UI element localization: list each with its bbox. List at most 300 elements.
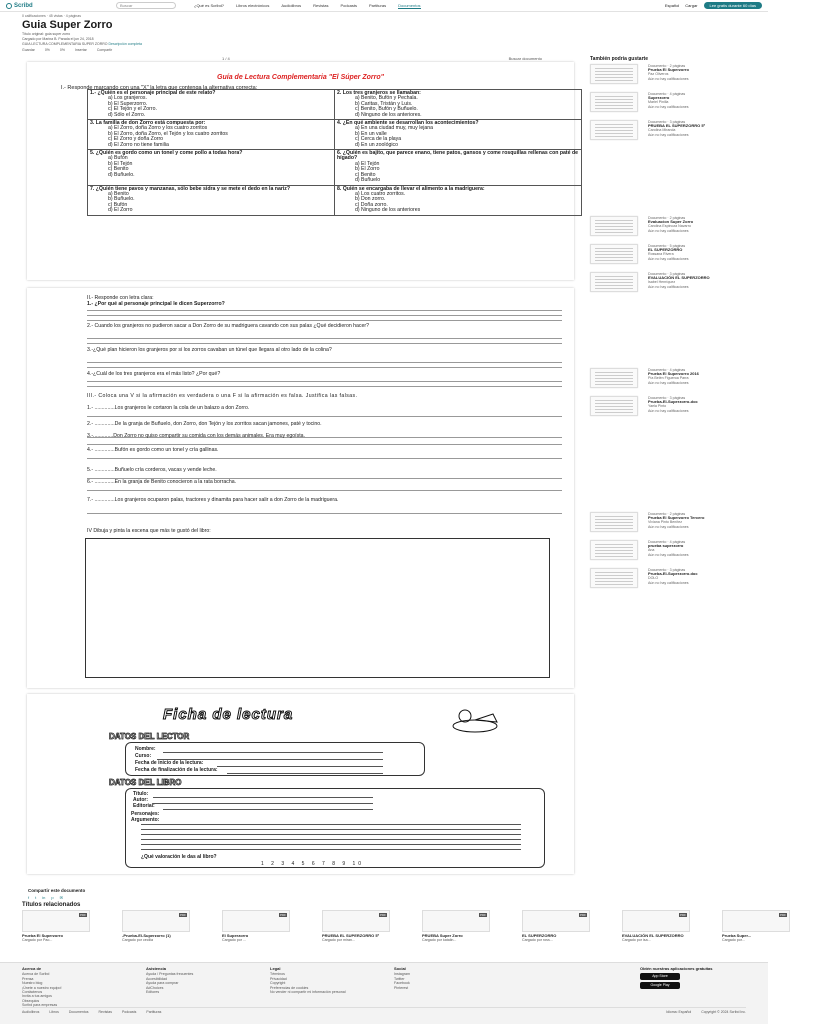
footer-column-heading: Asistencia [146,966,167,971]
doc-info [648,568,758,585]
questions-table [87,89,582,216]
doc-info [648,216,758,233]
doc-title[interactable]: Evaluacion Super Zorro [648,219,694,225]
copyright: Copyright © 2024 Scribd Inc. [701,1010,746,1014]
pdf-badge: PDF [80,913,86,917]
footer-link[interactable]: Contáctenos [22,990,43,995]
doc-author: Paz Oliveros [648,72,669,77]
doc-thumbnail[interactable] [590,64,638,84]
plot-line [141,829,521,830]
footer-link[interactable]: Privacidad [270,976,287,981]
pdf-badge: PDF [180,913,186,917]
recommended-doc[interactable] [590,368,760,390]
doc-rating: Aún no hay calificaciones [648,284,689,289]
question-row [88,90,582,120]
answer-option[interactable]: d) Buñuelo. [108,171,135,178]
related-card[interactable] [322,910,414,954]
question-row [88,150,582,185]
doc-info [648,120,758,137]
question-text: 8. Quién se encargaba de llevar el alimento a la madriguera: [337,185,485,192]
related-thumbnail[interactable] [422,910,490,932]
answer-option[interactable]: c) Doña zorro. [355,201,388,208]
recommended-doc[interactable] [590,64,760,86]
question-text: 5. ¿Quién es gordo como un tonel y come pollo a todas hora? [90,150,243,157]
doc-type: Documento · 2 páginas [648,512,686,516]
question-2: 2.- Cuando los granjeros no pudieron sacar a Don Zorro de su madriguera cavando con sus palas ¿Qué decidieron hacer? [87,323,370,329]
plot-line [141,844,521,845]
related-info [722,934,792,942]
doc-rating: Aún no hay calificaciones [648,228,689,233]
author-line [153,803,373,804]
doc-rating: Aún no hay calificaciones [648,76,689,81]
pinterest-icon[interactable]: p [51,895,54,900]
recommended-doc[interactable] [590,396,760,418]
document-page-1 [27,62,579,280]
footer-bottom-link[interactable]: Revistas [98,1010,112,1014]
google-play-button[interactable]: Google Play [640,982,680,989]
answer-option[interactable]: b) El Superzorro. [108,100,148,107]
question-cell [88,150,335,185]
scribd-logo-icon [6,3,12,9]
footer-link[interactable]: No vender ni compartir mi información personal [270,990,346,995]
doc-info [648,244,758,261]
twitter-icon[interactable]: t [35,895,37,900]
linkedin-icon[interactable]: in [42,895,46,900]
justification-line [87,509,562,514]
plot-line [141,839,521,840]
question-text: 4. ¿En qué ambiente se desarrollan los acontecimientos? [337,120,479,127]
answer-option[interactable]: a) Los granjeros. [108,95,147,102]
doc-title[interactable]: Prueba El Superzorro Tercero [648,515,705,521]
footer-column-heading: Acerca de [22,966,42,971]
document-action[interactable]: 0% [59,48,65,52]
doc-type: Documento · 3 páginas [648,396,686,400]
footer-link[interactable]: Términos [270,972,285,977]
true-false-item: 3.-..............Don Zorro no quiso compartir su comida con los demás animales. Era muy egoísta. [87,433,305,439]
answer-option[interactable]: b) En un valle [355,130,387,137]
answer-lines [87,334,562,344]
doc-author: Yaela Pinto [648,404,667,409]
main-nav [194,3,421,9]
page-title: Guia Super Zorro [22,19,113,31]
doc-info [648,540,758,557]
doc-type: Documento · 3 páginas [648,120,686,124]
related-uploader: Cargado por cecilia [122,938,153,942]
answer-option[interactable]: a) Benito [108,190,129,197]
answer-option[interactable]: d) El Zorro no tiene familia [108,141,169,148]
doc-type: Documento · 2 páginas [648,216,686,220]
doc-rating: Aún no hay calificaciones [648,380,689,385]
doc-info [648,368,758,385]
related-titles-carousel [22,910,786,954]
section-3-heading: III.- Coloca una V si la afirmación es verdadera o una F si la afirmación es falsa. Justifica las falsas. [87,393,358,399]
nav-item[interactable]: Podcasts [340,2,357,8]
question-text: 6. ¿Quién es bajito, que parece enano, tiene patos, gansos y come rosquillas rellenas con paté de hígado? [337,150,579,162]
footer-link[interactable]: Pinterest [394,985,409,990]
related-card[interactable] [522,910,614,954]
publisher-line [163,809,373,810]
full-description-link[interactable]: Descripción completa [108,42,142,46]
document-controls [22,56,582,61]
question-cell [88,90,335,120]
footer-column [22,967,62,1008]
footer-link[interactable]: Invita a tus amigos [22,994,52,999]
nav-item[interactable]: Documentos [398,2,421,8]
doc-author: Rossana Rivera [648,252,674,257]
answer-option[interactable]: d) Buñuelo [355,177,381,184]
related-card[interactable] [222,910,314,954]
footer-link[interactable]: Ayuda / Preguntas frecuentes [146,972,194,977]
doc-title[interactable]: Prueba El Superzorro [648,67,689,73]
language-selector[interactable]: Idioma: Español [666,1010,692,1014]
upload-link[interactable]: Cargar [685,3,698,8]
footer-link[interactable]: Acerca de Scribd [22,972,50,977]
document-action[interactable]: Guardar [22,48,35,52]
nav-item[interactable]: Audiolibros [281,2,302,8]
answer-option[interactable]: b) Caritas, Tristán y Luis. [355,100,413,107]
reading-card [105,704,545,869]
related-uploader: Cargado por ross... [522,938,553,942]
doc-rating: Aún no hay calificaciones [648,524,689,529]
doc-author: Isabel Henríquez [648,280,676,285]
related-title[interactable]: El Superzorro [222,933,249,938]
doc-type: Documento · 4 páginas [648,368,686,372]
apps-heading: Obtén nuestras aplicaciones gratuitas [640,966,713,971]
doc-rating: Aún no hay calificaciones [648,408,689,413]
justification-line [87,454,562,459]
plot-line [141,834,521,835]
related-card[interactable] [622,910,714,954]
doc-title[interactable]: EL SUPERZORRO [648,247,683,253]
question-cell [335,150,582,185]
related-title[interactable]: Prueba Super... [722,933,752,938]
answer-option[interactable]: c) Cerca de la playa [355,136,402,143]
doc-author: Carolina Miranda [648,128,676,133]
share-label: Compartir este documento [28,888,86,893]
related-info [22,934,92,942]
related-card[interactable] [22,910,114,954]
footer-column-heading: Social [394,966,406,971]
answer-option[interactable]: d) Sólo el Zorro. [108,111,146,118]
course-label: Curso: [135,753,152,759]
footer-bottom-link[interactable]: Podcasts [121,1010,137,1014]
related-card[interactable] [722,910,814,954]
footer-link[interactable]: AdChoices [146,985,164,990]
related-title[interactable]: -Prueba-El-Superzorro (1) [122,933,171,938]
recommended-doc[interactable] [590,216,760,238]
answer-option[interactable]: b) Don zorro. [355,196,386,203]
recommended-doc[interactable] [590,92,760,114]
justification-line [87,440,562,445]
rating-scale[interactable]: 1 2 3 4 5 6 7 8 9 10 [261,861,365,867]
related-uploader: Cargado por Pao... [22,938,53,942]
doc-title[interactable]: Prueba El Superzorro 2016 [648,371,699,377]
document-action[interactable]: Compartir [96,48,113,52]
recommendations-sidebar [590,56,760,585]
related-titles-heading: Títulos relacionados [22,902,81,908]
answer-option[interactable]: d) El Zorro [108,207,133,214]
nav-item[interactable]: Partituras [368,2,387,8]
doc-type: Documento · 3 páginas [648,272,686,276]
true-false-item: 1.- ..............Los granjeros le cortaron la cola de un balazo a don Zorro. [87,405,250,411]
scribd-logo[interactable]: Scribd [6,3,116,9]
true-false-item: 5.- ..............Buñuelo cría corderos, vacas y vende leche. [87,467,217,473]
plot-line [141,824,521,825]
doc-author: Mariel Pinilla [648,100,669,105]
answer-option[interactable]: a) El Zorro, doña Zorro y los cuatro zorritos [108,125,208,132]
publisher-label: Editorial: [133,803,155,809]
true-false-item: 2.- ..............De la granja de Buñuelo, don Zorro, don Tejón y los zorritos sacan jamones, paté y tocino. [87,421,322,427]
doc-thumbnail[interactable] [590,512,638,532]
question-row [88,120,582,150]
doc-thumbnail[interactable] [590,368,638,388]
footer-link[interactable]: Instagram [394,972,410,977]
doc-thumbnail[interactable] [590,540,638,560]
related-uploader: Cargado por ... [222,938,246,942]
answer-option[interactable]: c) Benito, Bufón y Buñuelo. [355,106,418,113]
justification-line [87,412,562,417]
answer-option[interactable]: c) El Zorro y doña Zorro [108,136,164,143]
recommended-doc[interactable] [590,512,760,534]
footer-link[interactable]: Twitter [394,976,405,981]
footer-bottom-link[interactable]: Documentos [68,1010,89,1014]
answer-option[interactable]: a) Los cuatro zorritos. [355,190,406,197]
doc-rating: Aún no hay calificaciones [648,132,689,137]
answer-option[interactable]: a) El Tejón [355,160,380,167]
doc-author: Viviana Pinto Benítez [648,520,683,525]
document-header [22,14,582,52]
original-title: Título original: guia super zorro [22,32,71,36]
answer-option[interactable]: b) El Zorro [355,166,380,173]
reading-card-title: Ficha de lectura [163,706,294,723]
pdf-badge: PDF [380,913,386,917]
related-thumbnail[interactable] [22,910,90,932]
description: GUIA LECTURA COMPLEMENTARIA SUPER ZORRO [22,42,108,46]
answer-option[interactable]: c) Bufón [108,201,128,208]
reader-data-heading: DATOS DEL LECTOR [109,732,190,741]
question-text: 7. ¿Quién tiene pavos y manzanas, sólo bebe sidra y se mete el dedo en la nariz? [90,185,291,192]
doc-title[interactable]: Prueba-El-Superzorro-doc [648,399,698,405]
recommended-doc[interactable] [590,272,760,294]
recommended-doc[interactable] [590,540,760,562]
question-text: 3. La familia de don Zorro está compuesta por: [90,120,206,127]
footer-link[interactable]: Preferencias de cookies [270,985,309,990]
related-title[interactable]: EVALUACIÓN EL SUPERZORRO [622,933,684,938]
end-date-label: Fecha de finalización de la lectura: [135,767,218,773]
document-page-2 [27,288,574,688]
related-info [622,934,692,942]
footer-link[interactable]: Nuestro blog [22,981,43,986]
footer-column [394,967,410,990]
doc-rating: Aún no hay calificaciones [648,104,689,109]
pdf-badge: PDF [680,913,686,917]
answer-option[interactable]: a) Benito, Bufón y Pechala. [355,95,418,102]
document-search[interactable]: Buscar documento [508,56,542,61]
characters-label: Personajes: [131,811,160,817]
related-info [522,934,592,942]
pdf-badge: PDF [480,913,486,917]
answer-option[interactable]: c) El Tejón y el Zorro. [108,106,157,113]
justification-line [87,486,562,491]
recommended-doc[interactable] [590,244,760,266]
related-thumbnail[interactable] [322,910,390,932]
doc-type: Documento · 3 páginas [648,568,686,572]
doc-type: Documento · 4 páginas [648,540,686,544]
doc-thumbnail[interactable] [590,216,638,236]
doc-type: Documento · 5 páginas [648,244,686,248]
pdf-badge: PDF [580,913,586,917]
related-card[interactable] [422,910,514,954]
author-label: Autor: [133,797,148,803]
nav-item[interactable]: ¿Qué es Scribd? [194,2,225,8]
question-text: 2. Los tres granjeros se llamaban: [337,90,421,96]
doc-title[interactable]: prueba superzorro [648,543,684,549]
related-info [122,934,192,942]
answer-option[interactable]: b) El Zorro, doña Zorro, el Tejón y los cuatro zorritos [108,130,228,137]
related-uploader: Cargado por... [722,938,745,942]
doc-info [648,272,758,289]
free-trial-button[interactable]: Lee gratis durante 60 días [704,2,762,9]
footer-link[interactable]: ¡Únete a nuestro equipo! [22,985,62,990]
question-3: 3.-¿Qué plan hicieron los granjeros por si los zorros cavaban un túnel que llegara al otro lado de la colina? [87,347,332,353]
related-title[interactable]: PRUEBA Super Zorro [422,933,463,938]
document-meta [22,32,582,47]
section-1-instruction: I.- Responde marcando con una "X" la letra que contenga la alternativa correcta: [61,85,258,91]
nav-item[interactable]: Revistas [313,2,329,8]
sidebar-heading: También podría gustarte [590,56,648,62]
footer-column [146,967,193,994]
drawing-area [85,538,550,678]
related-card[interactable] [122,910,214,954]
section-4-heading: IV Dibuja y pinta la escena que más te gustó del libro: [87,528,211,534]
recommended-doc[interactable] [590,568,760,590]
doc-thumbnail[interactable] [590,120,638,140]
doc-title[interactable]: Superzorro [648,95,670,101]
footer-link[interactable]: Accesibilidad [146,976,167,981]
footer-column [270,967,346,994]
related-title[interactable]: Prueba El Superzorro [22,933,63,938]
footer-bottom-link[interactable]: Partituras [146,1010,162,1014]
footer-link[interactable]: Copyright [270,981,286,986]
footer-column-heading: Legal [270,966,281,971]
related-thumbnail[interactable] [522,910,590,932]
footer-link[interactable]: Obsequios [22,998,40,1003]
plot-label: Argumento: [131,817,160,823]
footer-link[interactable]: Editores [146,990,160,995]
answer-option[interactable]: d) En un zoológico [355,141,398,148]
share-icons [28,895,63,900]
true-false-item: 7.- ..............Los granjeros ocuparon palas, tractores y dinamita para hacer salir a don Zorro de la madriguera. [87,497,339,503]
footer-link[interactable]: Ayuda para comprar [146,981,179,986]
related-uploader: Cargado por miran... [322,938,355,942]
related-uploader: Cargado por katalin... [422,938,457,942]
footer-link[interactable]: Facebook [394,981,410,986]
question-row [88,185,582,215]
footer-bottom-link[interactable]: Audiolibros [22,1010,40,1014]
search-input[interactable]: Buscar [116,2,176,9]
doc-title[interactable]: PRUEBA EL SUPERZORRO 5º [648,123,706,129]
doc-title[interactable]: Prueba-El-Superzorro.doc [648,571,698,577]
app-store-button[interactable]: App Store [640,973,680,980]
doc-info [648,396,758,413]
question-cell [335,120,582,150]
document-action[interactable]: 0% [44,48,50,52]
related-title[interactable]: PRUEBA EL SUPERZORRO 5º [322,933,380,938]
breadcrumb: 0 calificaciones · 45 vistas · 4 páginas [22,14,81,18]
section-2-heading: II.- Responde con letra clara: [87,295,154,301]
page-counter[interactable]: 1 / 4 [222,56,230,61]
recommended-doc[interactable] [590,120,760,142]
footer-link[interactable]: Prensa [22,976,34,981]
question-cell [88,185,335,215]
rating-question: ¿Qué valoración le das al libro? [141,854,217,860]
related-title[interactable]: EL SUPERZORRO [522,933,557,938]
related-thumbnail[interactable] [222,910,290,932]
answer-option[interactable]: c) Benito [108,166,129,173]
answer-lines [87,358,562,368]
answer-lines [87,377,562,387]
language-selector[interactable]: Español [664,3,680,8]
answer-option[interactable]: a) En una ciudad muy, muy lejana [355,125,434,132]
name-line [163,752,383,753]
email-icon[interactable]: ✉ [59,895,63,900]
question-cell [335,185,582,215]
question-4: 4.-¿Cuál de los tres granjeros era el más listo? ¿Por qué? [87,371,221,377]
doc-type: Documento · 4 páginas [648,92,686,96]
related-uploader: Cargado por isa... [622,938,651,942]
answer-option[interactable]: b) El Tejón [108,160,133,167]
doc-thumbnail[interactable] [590,92,638,112]
question-cell [88,120,335,150]
uploaded-by: Cargado por Marina B. Parada el jun 24, 2018 [22,37,94,41]
doc-title[interactable]: EVALUACIÓN EL SUPERZORRO [648,275,710,281]
book-title-line [153,797,373,798]
document-action[interactable]: Insertar [74,48,87,52]
doc-rating: Aún no hay calificaciones [648,580,689,585]
answer-option[interactable]: b) Buñuelo. [108,196,135,203]
answer-option[interactable]: c) Benito [355,171,376,178]
answer-option[interactable]: a) Bufón [108,155,128,162]
true-false-item: 4.- ..............Bufón es gordo como un tonel y cría gallinas. [87,447,219,453]
doc-rating: Aún no hay calificaciones [648,552,689,557]
doc-author: Ana [648,548,655,553]
facebook-icon[interactable]: f [28,895,30,900]
footer-bottom-link[interactable]: Libros [49,1010,59,1014]
doc-thumbnail[interactable] [590,272,638,292]
document-actions [22,48,582,52]
apps-section [640,967,712,989]
guide-title: Guía de Lectura Complementaria "El Súper Zorro" [217,74,384,81]
doc-thumbnail[interactable] [590,244,638,264]
true-false-item: 6.- ..............En la granja de Benito conocieron a la rata borracha. [87,479,237,485]
plot-line [141,849,521,850]
answer-option[interactable]: d) Ninguno de los anteriores [355,207,421,214]
question-cell [335,90,582,120]
footer-link[interactable]: Scribd para empresas [22,1003,58,1008]
related-thumbnail[interactable] [122,910,190,932]
answer-option[interactable]: d) Ninguno de los anteriores. [355,111,422,118]
question-text: 1.- ¿Quién es el personaje principal de este relato? [90,90,216,96]
nav-item[interactable]: Libros electrónicos [236,2,270,8]
related-thumbnail[interactable] [722,910,790,932]
doc-thumbnail[interactable] [590,568,638,588]
doc-thumbnail[interactable] [590,396,638,416]
book-data-heading: DATOS DEL LIBRO [109,778,182,787]
doc-author: Pía Belén Figueroa Parra [648,376,689,381]
related-thumbnail[interactable] [622,910,690,932]
pdf-badge: PDF [280,913,286,917]
doc-info [648,64,758,81]
